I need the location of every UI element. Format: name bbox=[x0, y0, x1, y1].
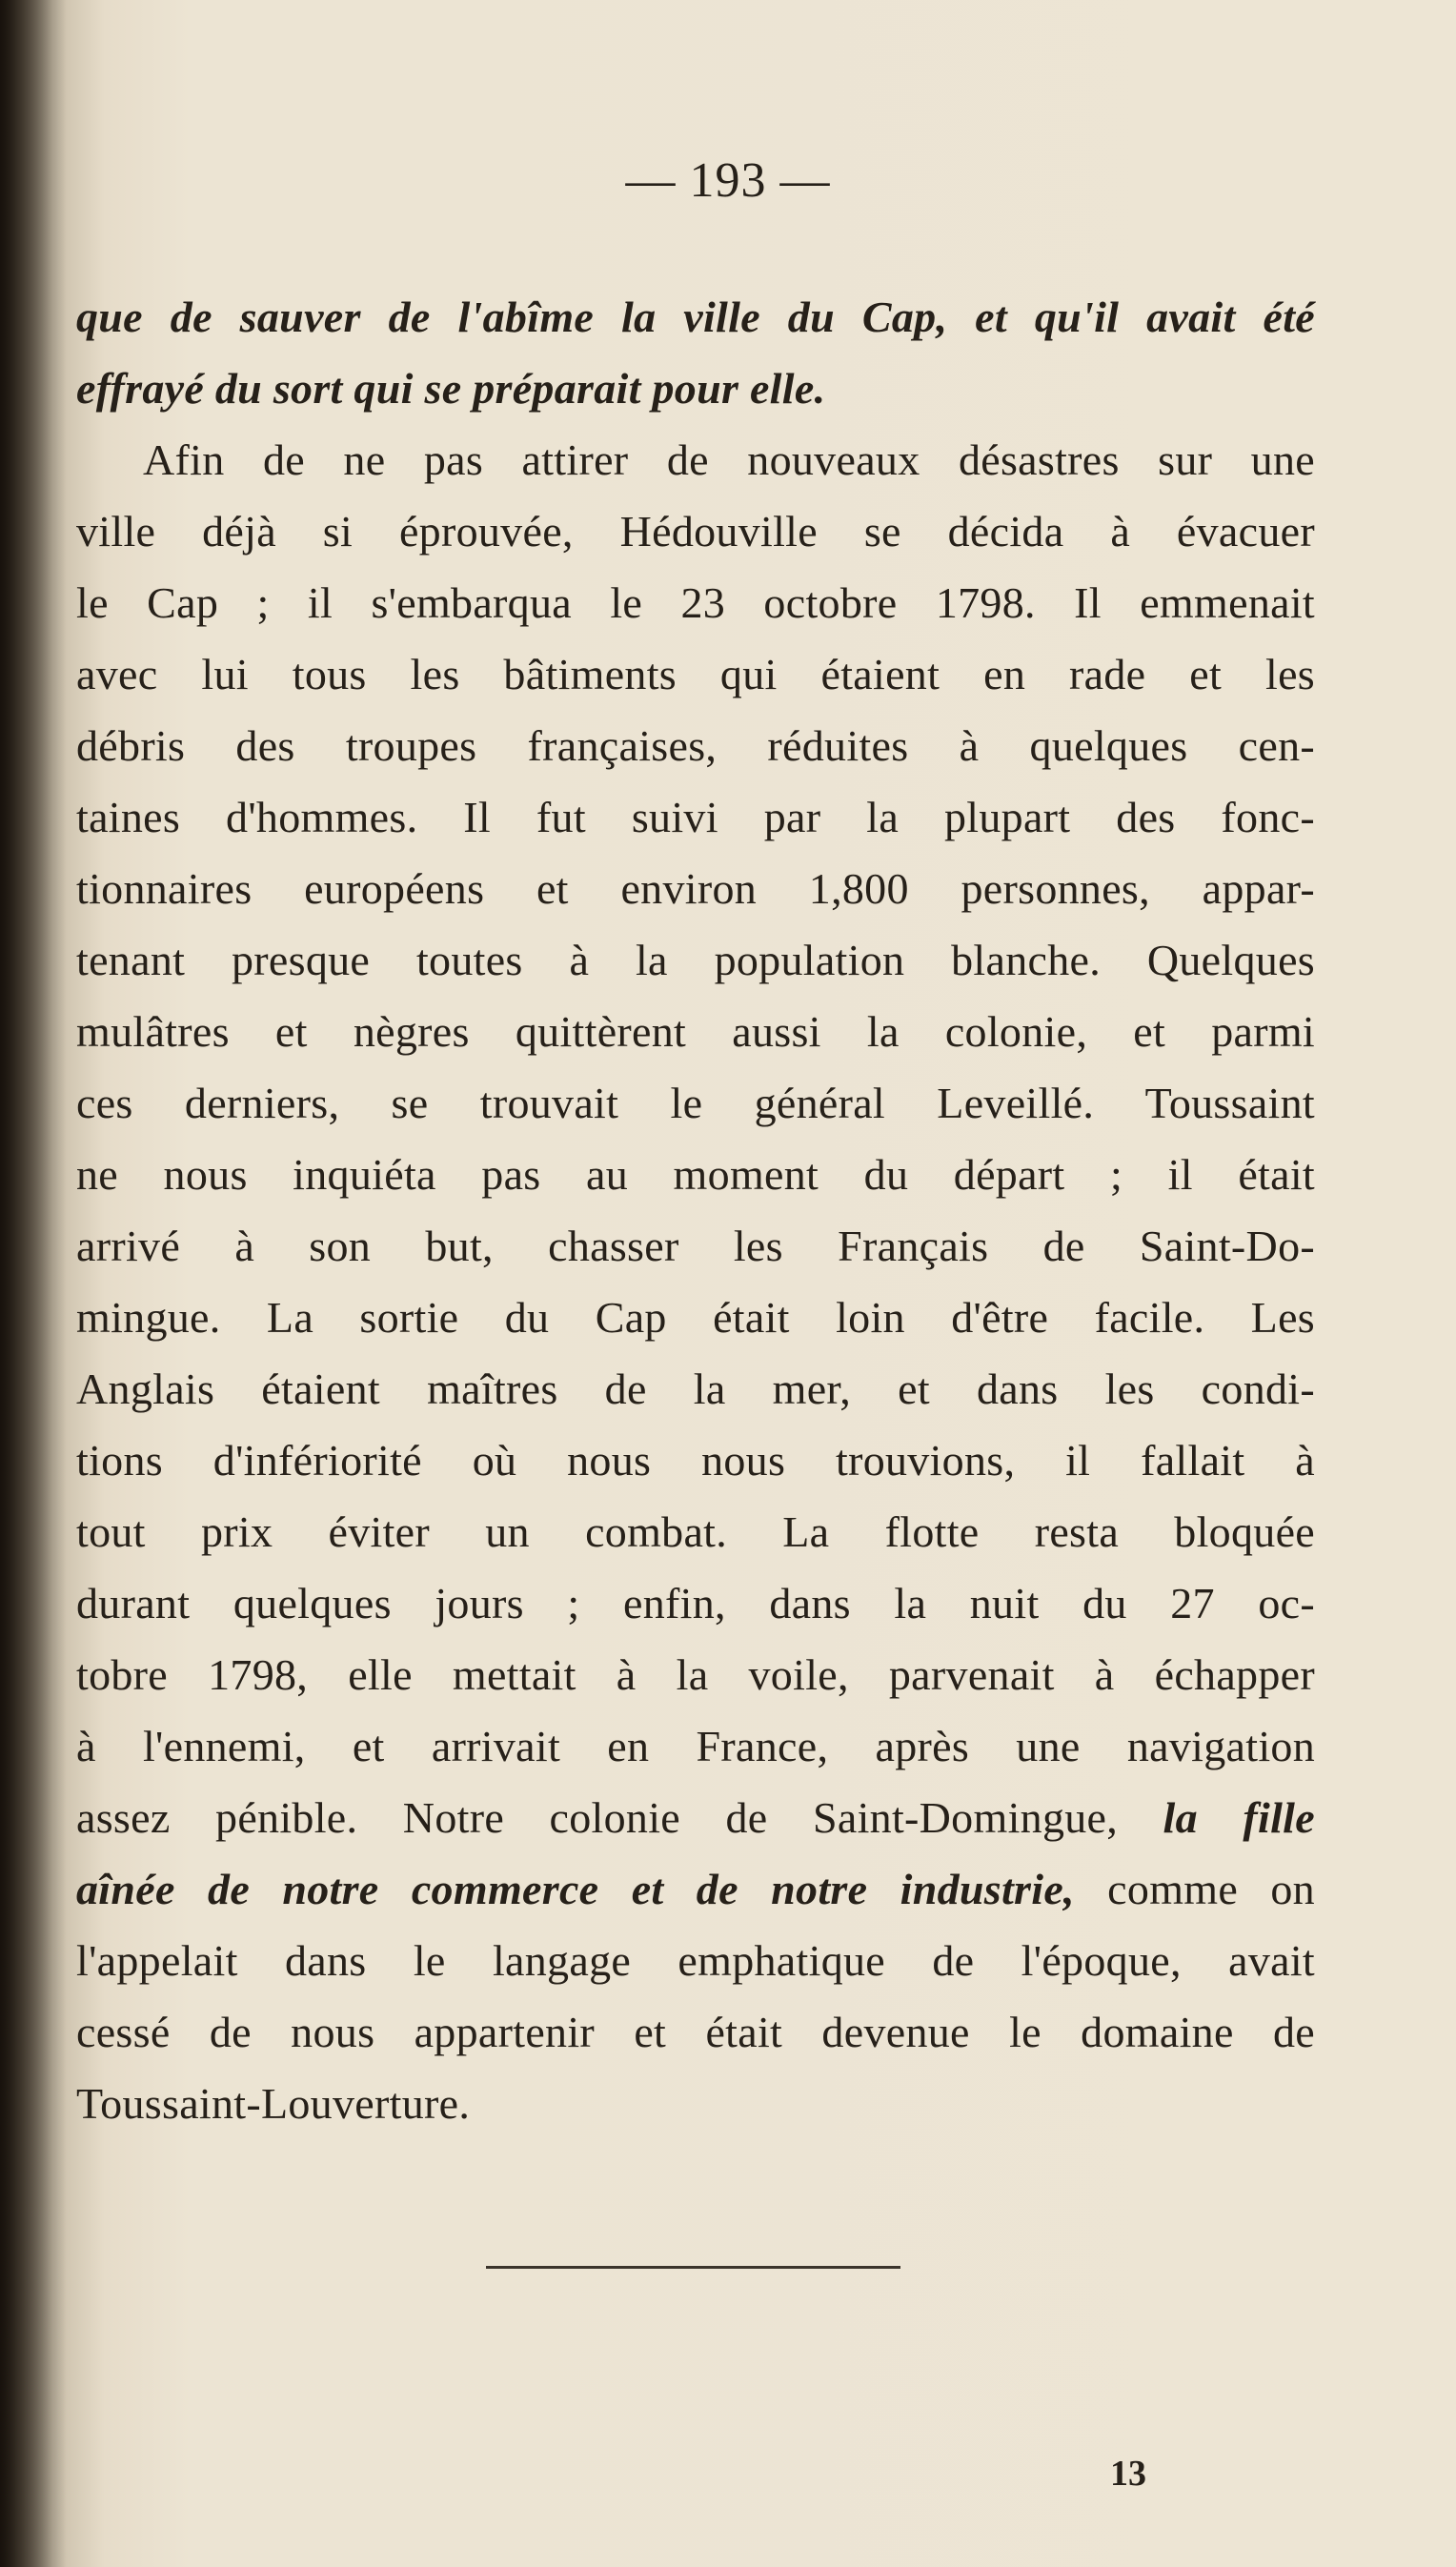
text-run: tout prix éviter un combat. La flotte resta bloquée bbox=[76, 1507, 1315, 1556]
text-run: le Cap ; il s'embarqua le 23 octobre 1798. Il emmenait bbox=[76, 578, 1315, 627]
text-run: assez pénible. Notre colonie de Saint-Domingue, bbox=[76, 1793, 1163, 1842]
page-number-header: — 193 — bbox=[625, 153, 831, 208]
text-line bbox=[76, 924, 1315, 996]
text-line bbox=[76, 710, 1315, 781]
text-line bbox=[76, 1710, 1315, 1782]
text-run: débris des troupes françaises, réduites à quelques cen- bbox=[76, 721, 1315, 770]
text-run: ville déjà si éprouvée, Hédouville se décida à évacuer bbox=[76, 507, 1315, 556]
text-line bbox=[76, 1782, 1315, 1853]
text-line bbox=[76, 1425, 1315, 1496]
binding-shadow bbox=[0, 0, 67, 2567]
text-line bbox=[76, 1567, 1315, 1639]
text-run: arrivé à son but, chasser les Français de Saint-Do- bbox=[76, 1222, 1315, 1270]
text-run: l'appelait dans le langage emphatique de l'époque, avait bbox=[76, 1936, 1315, 1985]
text-run: Afin de ne pas attirer de nouveaux désastres sur une bbox=[143, 435, 1315, 484]
text-line bbox=[76, 1282, 1315, 1353]
text-line bbox=[76, 353, 1315, 424]
text-line bbox=[76, 281, 1315, 353]
italic-text: effrayé du sort qui se préparait pour elle. bbox=[76, 364, 826, 413]
text-line bbox=[76, 2068, 1315, 2139]
text-run: Anglais étaient maîtres de la mer, et dans les condi- bbox=[76, 1364, 1315, 1413]
text-run: Toussaint-Louverture. bbox=[76, 2079, 471, 2128]
italic-text: que de sauver de l'abîme la ville du Cap, et qu'il avait été bbox=[76, 293, 1315, 341]
text-line bbox=[76, 567, 1315, 638]
text-line bbox=[76, 996, 1315, 1067]
text-line bbox=[76, 638, 1315, 710]
text-run: avec lui tous les bâtiments qui étaient en rade et les bbox=[76, 650, 1315, 698]
text-run: cessé de nous appartenir et était devenue le domaine de bbox=[76, 2008, 1315, 2056]
section-rule bbox=[486, 2266, 900, 2269]
italic-text: aînée de notre commerce et de notre industrie, bbox=[76, 1865, 1075, 1913]
text-run: tionnaires européens et environ 1,800 personnes, appar- bbox=[76, 864, 1315, 913]
text-run: comme on bbox=[1074, 1865, 1315, 1913]
text-line bbox=[76, 495, 1315, 567]
text-line bbox=[76, 1996, 1315, 2068]
italic-text: la fille bbox=[1163, 1793, 1315, 1842]
text-run: à l'ennemi, et arrivait en France, après une navigation bbox=[76, 1722, 1315, 1770]
text-line bbox=[76, 853, 1315, 924]
text-line bbox=[76, 1353, 1315, 1425]
text-run: tenant presque toutes à la population blanche. Quelques bbox=[76, 936, 1315, 984]
text-line bbox=[76, 1925, 1315, 1996]
text-line bbox=[76, 1496, 1315, 1567]
text-line bbox=[76, 424, 1315, 495]
text-run: mingue. La sortie du Cap était loin d'être facile. Les bbox=[76, 1293, 1315, 1342]
text-run: mulâtres et nègres quittèrent aussi la colonie, et parmi bbox=[76, 1007, 1315, 1056]
text-line bbox=[76, 1639, 1315, 1710]
text-line bbox=[76, 1067, 1315, 1139]
signature-mark: 13 bbox=[1110, 2454, 1146, 2494]
text-run: ne nous inquiéta pas au moment du départ ; il était bbox=[76, 1150, 1315, 1199]
text-run: durant quelques jours ; enfin, dans la nuit du 27 oc- bbox=[76, 1579, 1315, 1627]
body-text bbox=[76, 281, 1315, 2139]
text-line bbox=[76, 1139, 1315, 1210]
text-line bbox=[76, 781, 1315, 853]
text-run: tions d'infériorité où nous nous trouvions, il fallait à bbox=[76, 1436, 1315, 1485]
text-run: taines d'hommes. Il fut suivi par la plupart des fonc- bbox=[76, 793, 1315, 841]
text-run: ces derniers, se trouvait le général Leveillé. Toussaint bbox=[76, 1079, 1315, 1127]
text-line bbox=[76, 1210, 1315, 1282]
text-line bbox=[76, 1853, 1315, 1925]
text-run: tobre 1798, elle mettait à la voile, parvenait à échapper bbox=[76, 1650, 1315, 1699]
